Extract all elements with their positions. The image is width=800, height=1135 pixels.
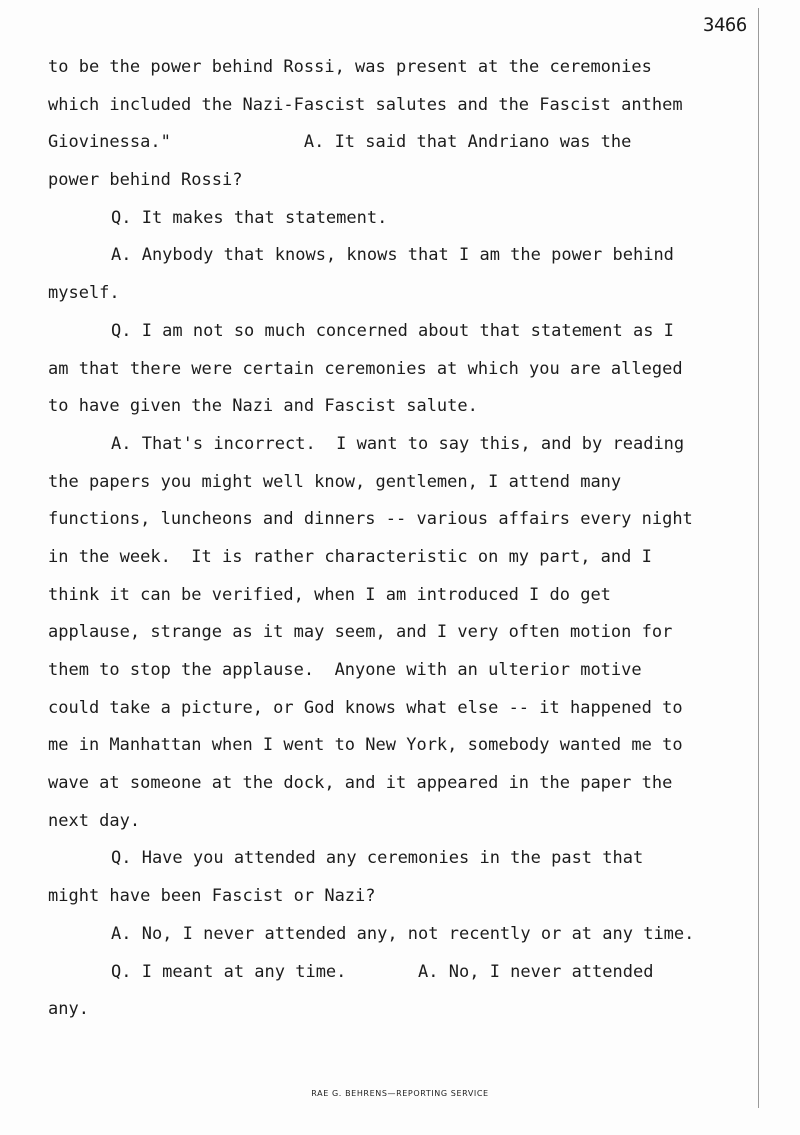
transcript-line: to be the power behind Rossi, was present at the ceremonies bbox=[48, 57, 652, 77]
transcript-line: A. No, I never attended any, not recently or at any time. bbox=[111, 923, 695, 944]
transcript-line: applause, strange as it may seem, and I very often motion for bbox=[48, 622, 673, 643]
transcript-line: to have given the Nazi and Fascist salute. bbox=[48, 396, 478, 417]
page-number: 3466 bbox=[703, 14, 747, 36]
transcript-line: wave at someone at the dock, and it appeared in the paper the bbox=[48, 773, 673, 794]
transcript-line: Q. Have you attended any ceremonies in the past that bbox=[111, 848, 644, 869]
transcript-line: power behind Rossi? bbox=[48, 170, 243, 191]
transcript-line: could take a picture, or God knows what else -- it happened to bbox=[48, 697, 683, 718]
transcript-line: think it can be verified, when I am introduced I do get bbox=[48, 584, 611, 605]
transcript-line: any. bbox=[48, 999, 89, 1020]
transcript-line: myself. bbox=[48, 283, 120, 304]
transcript-body bbox=[48, 55, 760, 1035]
transcript-line: which included the Nazi-Fascist salutes and the Fascist anthem bbox=[48, 94, 683, 115]
transcript-line: Q. It makes that statement. bbox=[111, 207, 388, 228]
transcript-line: A. That's incorrect. I want to say this, and by reading bbox=[111, 433, 685, 454]
transcript-line: me in Manhattan when I went to New York, somebody wanted me to bbox=[48, 735, 683, 756]
transcript-line: functions, luncheons and dinners -- various affairs every night bbox=[48, 509, 693, 530]
transcript-line: A. Anybody that knows, knows that I am the power behind bbox=[111, 245, 674, 266]
transcript-line: them to stop the applause. Anyone with an ulterior motive bbox=[48, 660, 642, 680]
transcript-line: Q. I meant at any time. A. No, I never attended bbox=[111, 961, 654, 982]
transcript-line: Giovinessa." A. It said that Andriano was the bbox=[48, 132, 632, 153]
reporter-footer: RAE G. BEHRENS—REPORTING SERVICE bbox=[311, 1089, 489, 1098]
transcript-line: the papers you might well know, gentlemen, I attend many bbox=[48, 471, 622, 492]
transcript-line: next day. bbox=[48, 810, 141, 831]
transcript-line: Q. I am not so much concerned about that statement as I bbox=[111, 320, 674, 341]
transcript-line: might have been Fascist or Nazi? bbox=[48, 886, 376, 907]
transcript-line: am that there were certain ceremonies at which you are alleged bbox=[48, 358, 683, 379]
transcript-line: in the week. It is rather characteristic on my part, and I bbox=[48, 546, 652, 567]
